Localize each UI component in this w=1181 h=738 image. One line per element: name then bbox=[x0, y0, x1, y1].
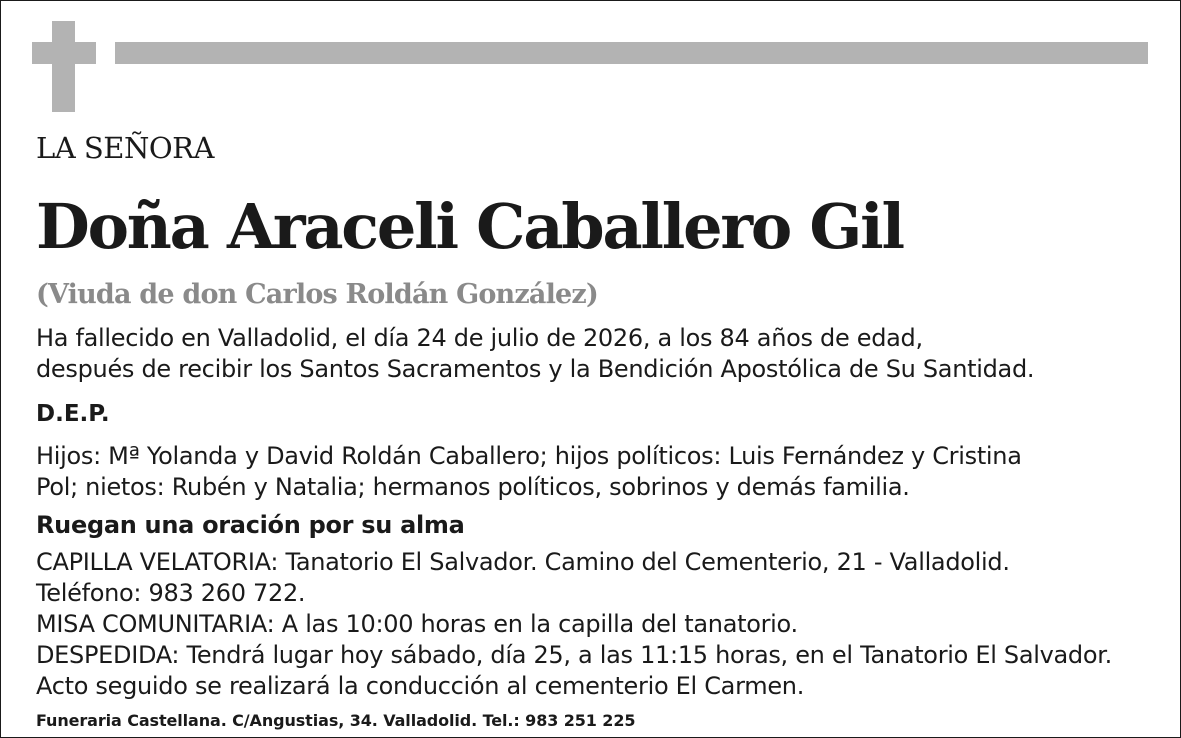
announcement-line: después de recibir los Santos Sacramentos y la Bendición Apostólica de Su Santidad. bbox=[36, 355, 1035, 383]
dep-label: D.E.P. bbox=[36, 401, 110, 427]
family-line: Pol; nietos: Rubén y Natalia; hermanos políticos, sobrinos y demás familia. bbox=[36, 473, 910, 501]
widow-note: (Viuda de don Carlos Roldán González) bbox=[36, 279, 598, 310]
details-line: DESPEDIDA: Tendrá lugar hoy sábado, día 25, a las 11:15 horas, en el Tanatorio El Salvador. bbox=[36, 641, 1112, 669]
details-line: Acto seguido se realizará la conducción al cementerio El Carmen. bbox=[36, 672, 805, 700]
title-label: LA SEÑORA bbox=[36, 131, 214, 165]
funeral-home-footer: Funeraria Castellana. C/Angustias, 34. Valladolid. Tel.: 983 251 225 bbox=[36, 711, 636, 730]
prayer-request: Ruegan una oración por su alma bbox=[36, 511, 465, 539]
family-line: Hijos: Mª Yolanda y David Roldán Caballero; hijos políticos: Luis Fernández y Cristina bbox=[36, 442, 1022, 470]
deceased-name: Doña Araceli Caballero Gil bbox=[36, 190, 903, 263]
announcement-line: Ha fallecido en Valladolid, el día 24 de julio de 2026, a los 84 años de edad, bbox=[36, 324, 923, 352]
header-bar bbox=[115, 42, 1148, 64]
service-details bbox=[36, 547, 1112, 702]
details-line: Teléfono: 983 260 722. bbox=[36, 579, 306, 607]
details-line: CAPILLA VELATORIA: Tanatorio El Salvador. Camino del Cementerio, 21 - Valladolid. bbox=[36, 548, 1010, 576]
family-text bbox=[36, 441, 1022, 503]
announcement-text bbox=[36, 323, 1034, 385]
details-line: MISA COMUNITARIA: A las 10:00 horas en la capilla del tanatorio. bbox=[36, 610, 798, 638]
